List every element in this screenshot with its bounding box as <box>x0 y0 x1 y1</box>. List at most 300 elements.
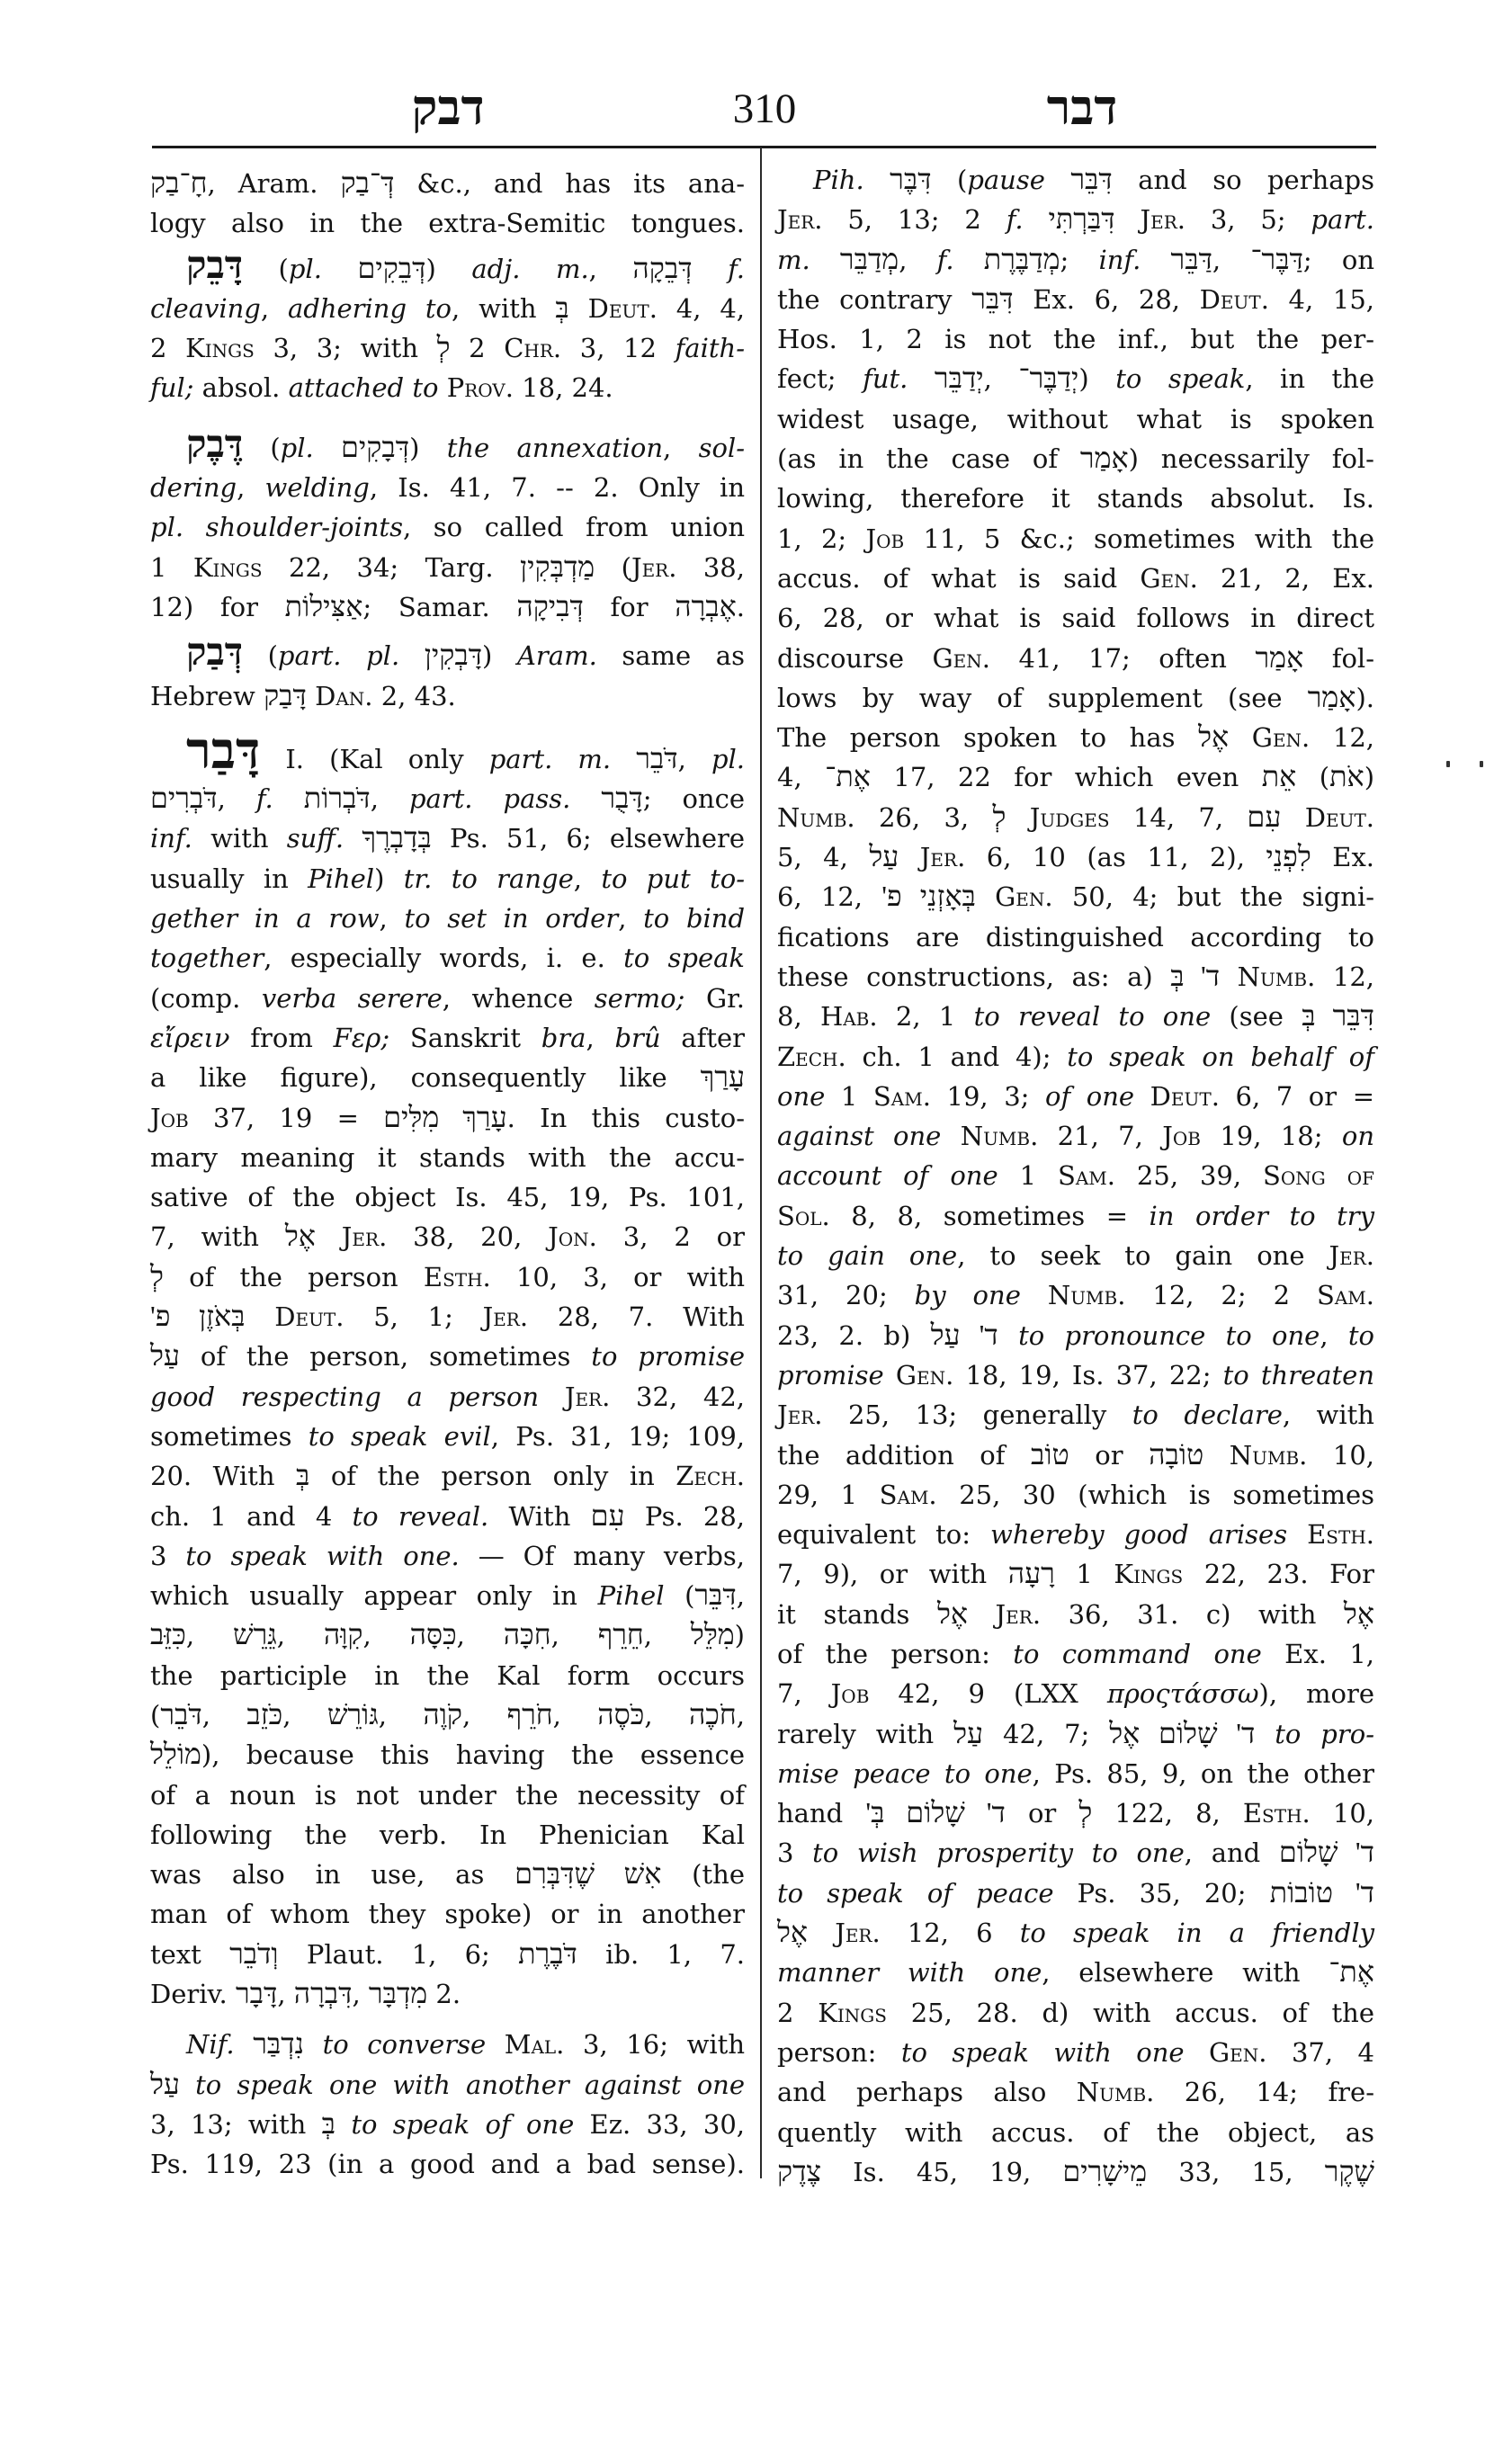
italic-text: part. <box>1311 204 1375 236</box>
italic-text: part. m. <box>488 743 612 774</box>
hebrew-text: מִלֵּל <box>690 1619 735 1651</box>
hebrew-text: דִּבֵּר <box>971 282 1014 315</box>
text-line: דְּבַק (part. pl. דָּבְקִין) Aram. same as <box>186 632 745 675</box>
italic-text: to speak in a friendly <box>1019 1918 1374 1949</box>
hebrew-text: מוֹלֵל <box>150 1739 201 1771</box>
italic-text: to pronounce to one <box>1018 1319 1320 1351</box>
hebrew-text: חִכָּה <box>503 1619 551 1651</box>
italic-text: to <box>1347 1319 1375 1351</box>
hebrew-text: עַל <box>150 2068 180 2100</box>
book-abbreviation: Chr. <box>504 333 562 364</box>
text-line: (as in the case of אָמַר) necessarily fol- <box>777 443 1374 475</box>
text-line: דָּבַר I. (Kal only part. m. דֹּבֵר, pl. <box>186 723 746 780</box>
text-line: these constructions, as: a) ד' בְּ Numb. 12, <box>777 960 1374 992</box>
book-abbreviation: Jon. <box>548 1221 597 1253</box>
book-abbreviation: Numb. <box>960 1121 1039 1152</box>
text-line: person: to speak with one Gen. 37, 4 <box>777 2036 1374 2068</box>
italic-text: f. <box>936 244 954 275</box>
text-line: gether in a row, to set in order, to bind <box>150 903 746 934</box>
text-line: 7, with אֶל Jer. 38, 20, Jon. 3, 2 or <box>150 1221 745 1253</box>
book-abbreviation: Kings <box>818 1997 887 2028</box>
text-line: 4, אֶת־ 17, 22 for which even אֵת (אֹת) <box>777 761 1375 793</box>
text-line: and perhaps also Numb. 26, 14; fre- <box>777 2077 1374 2108</box>
book-abbreviation: Numb. <box>1229 1439 1308 1471</box>
book-abbreviation: Jer. <box>564 1381 611 1412</box>
hebrew-text: אֹת <box>1329 761 1364 793</box>
text-line: 1, 2; Job 11, 5 &c.; sometimes with the <box>777 523 1374 554</box>
italic-text: m. <box>777 244 810 275</box>
guide-word-right: דבר <box>1046 81 1118 135</box>
italic-text: Pihel <box>308 863 375 894</box>
italic-text: to put to- <box>601 863 745 894</box>
entry-paragraph <box>150 2025 745 2184</box>
italic-text: pl. <box>288 253 322 284</box>
hebrew-text: לְ <box>436 332 451 364</box>
text-line: Hebrew דָּבַק Dan. 2, 43. <box>150 679 456 711</box>
italic-text: account of one <box>777 1160 998 1192</box>
text-line: of the person: to command one Ex. 1, <box>777 1638 1374 1669</box>
book-abbreviation: Song of <box>1263 1160 1375 1192</box>
book-abbreviation: Jer. <box>919 842 966 873</box>
hebrew-text: דִּבֵּר <box>1070 164 1113 195</box>
italic-text: of one <box>1045 1080 1135 1112</box>
book-abbreviation: Jer. <box>995 1598 1042 1630</box>
hebrew-text: דַּבֶּר־ <box>1250 243 1303 275</box>
italic-text: to speak of one <box>351 2108 575 2140</box>
page-number: 310 <box>732 85 797 132</box>
book-abbreviation: Gen. <box>1251 722 1311 754</box>
hebrew-text: דְּבֵקָה <box>632 252 693 284</box>
text-line: (דֹּבֵר, כֹּזֵב, גּוֹרֵשׁ, קֹוֶה, חֹרֵף, כֹּסֶה, חֹכֶה, <box>150 1698 745 1730</box>
italic-text: to range <box>451 863 574 894</box>
hebrew-text: עִם <box>590 1499 625 1532</box>
hebrew-text: ד' שָׁלוֹם אֶל <box>1109 1717 1256 1749</box>
guide-word-left: דבק <box>411 81 485 135</box>
hebrew-text: דַּבֵּר <box>1170 243 1212 275</box>
text-line: דָּבֵק (pl. דְּבֵקִים) adj. m., דְּבֵקָה f. <box>186 245 745 287</box>
text-line: sative of the object Is. 45, 19, Ps. 101, <box>150 1182 745 1213</box>
book-abbreviation: Hab. <box>819 1001 878 1033</box>
italic-text: to converse <box>322 2029 487 2061</box>
text-line: מוֹלֵל), because this having the essence <box>150 1739 745 1771</box>
italic-text: εἴρειν <box>150 1022 230 1053</box>
book-abbreviation: Kings <box>192 551 263 583</box>
italic-text: Pihel <box>597 1580 665 1612</box>
text-line: text וְדֹבֵר Plaut. 1, 6; דֹּבֶרֶת ib. 1, 7. <box>150 1937 745 1970</box>
book-abbreviation: Job <box>150 1102 189 1133</box>
text-line: together, especially words, i. e. to speak <box>150 943 745 974</box>
text-line: Ps. 119, 23 (in a good and a bad sense). <box>150 2149 745 2180</box>
italic-text: by one <box>914 1280 1021 1311</box>
book-abbreviation: Prov. <box>446 372 514 404</box>
text-line: the contrary דִּבֵּר Ex. 6, 28, Deut. 4, 15, <box>777 282 1374 315</box>
italic-text: pl. <box>150 512 184 543</box>
book-abbreviation: Esth. <box>1242 1798 1311 1829</box>
hebrew-text: מְדַבֶּרֶת <box>983 243 1060 275</box>
hebrew-text: דִּבֵּר <box>694 1579 737 1612</box>
book-abbreviation: Kings <box>1114 1559 1184 1590</box>
book-abbreviation: Sol. <box>777 1200 830 1231</box>
text-line: to speak of peace Ps. 35, 20; ד' טוֹבוֹת <box>777 1876 1374 1909</box>
hebrew-text: דִּבַּרְתִּי <box>1048 203 1115 236</box>
italic-text: pause <box>967 165 1045 195</box>
text-line: man of whom they spoke) or in another <box>150 1899 745 1930</box>
italic-text: against one <box>777 1121 942 1152</box>
text-line: דֶּבֶק (pl. דְּבָקִים) the annexation, sol- <box>186 424 746 466</box>
italic-text: verba serere <box>261 982 443 1014</box>
text-line: Numb. 26, 3, לְ Judges 14, 7, עִם Deut. <box>777 800 1374 833</box>
hebrew-text: ד' שָׁלוֹם בְּ' <box>865 1797 1006 1829</box>
book-abbreviation: Jer. <box>1329 1240 1374 1272</box>
text-line: 2 Kings 25, 28. d) with accus. of the <box>777 1997 1374 2028</box>
italic-text: to promise <box>591 1341 745 1373</box>
hebrew-text: עָרַךְ מִלִּים <box>383 1101 507 1133</box>
text-line: promise Gen. 18, 19, Is. 37, 22; to threaten <box>777 1359 1374 1390</box>
italic-text: f. <box>1006 204 1024 236</box>
hebrew-text: דִּבֵּר בְּ <box>1302 1000 1374 1033</box>
italic-text: pl. <box>280 432 314 463</box>
text-line: fications are distinguished according to <box>777 921 1374 952</box>
entry-paragraph <box>150 164 745 244</box>
hebrew-text: מְדַבֵּר <box>839 243 899 275</box>
hebrew-text: קֹוֶה <box>423 1698 462 1730</box>
italic-text: dering <box>150 472 237 504</box>
hebrew-text: אֶל <box>1198 721 1230 754</box>
text-line: widest usage, without what is spoken <box>777 403 1374 434</box>
text-line: cleaving, adhering to, with בְּ Deut. 4, 4, <box>150 291 746 324</box>
book-abbreviation: Sam. <box>879 1479 937 1510</box>
hebrew-text: עָרַךְ <box>700 1061 745 1094</box>
hebrew-text: מֵישָׁרִים <box>1062 2155 1148 2187</box>
text-line: was also in use, as אִשׁ שֶׁדִּבְּרִם (the <box>150 1858 745 1891</box>
text-line: בְּאֹזֶן פ' Deut. 5, 1; Jer. 28, 7. With <box>150 1301 745 1333</box>
hebrew-text: דֹּבֵר <box>636 742 678 774</box>
text-line: against one Numb. 21, 7, Job 19, 18; on <box>777 1121 1374 1152</box>
text-line: Nif. נִדְבַּר to converse Mal. 3, 16; with <box>186 2028 746 2061</box>
italic-text: brû <box>614 1022 661 1053</box>
book-abbreviation: Gen. <box>895 1359 954 1390</box>
text-line: εἴρειν from Fερ; Sanskrit bra, brû after <box>150 1022 746 1053</box>
text-line: ch. 1 and 4 to reveal. With עִם Ps. 28, <box>150 1499 746 1532</box>
italic-text: attached to <box>288 372 439 404</box>
text-line: Jer. 5, 13; 2 f. דִּבַּרְתִּי Jer. 3, 5; part. <box>777 203 1375 236</box>
italic-text: προςτάσσω <box>1106 1678 1259 1710</box>
italic-text: the annexation <box>446 432 664 463</box>
italic-text: to set in order <box>404 903 619 934</box>
text-line: account of one 1 Sam. 25, 39, Song of <box>777 1160 1375 1192</box>
text-line: dering, welding, Is. 41, 7. -- 2. Only in <box>150 472 746 504</box>
italic-text: to gain one <box>777 1240 958 1272</box>
hebrew-text: אֶל <box>284 1221 316 1253</box>
main-headword: דָּבַר <box>186 723 261 780</box>
italic-text: to reveal. <box>352 1500 489 1532</box>
hebrew-text: עַל <box>953 1717 984 1749</box>
left-column <box>150 164 745 2185</box>
book-abbreviation: Deut. <box>1304 801 1374 833</box>
text-line: the addition of טוֹב or טוֹבָה Numb. 10, <box>777 1438 1375 1471</box>
text-line: 29, 1 Sam. 25, 30 (which is sometimes <box>777 1479 1374 1510</box>
text-line: 31, 20; by one Numb. 12, 2; 2 Sam. <box>777 1280 1375 1311</box>
book-abbreviation: Deut. <box>1150 1080 1220 1112</box>
text-line <box>150 2065 745 2105</box>
book-abbreviation: Kings <box>185 333 255 364</box>
book-abbreviation: Deut. <box>1199 283 1269 315</box>
text-line: ful; absol. attached to Prov. 18, 24. <box>150 372 613 404</box>
hebrew-text: דָּבָר <box>235 1978 278 2010</box>
hebrew-text: ד' שָׁלוֹם <box>1278 1837 1375 1869</box>
italic-text: whereby good arises <box>990 1519 1288 1551</box>
hebrew-text: חֵרֵף <box>597 1619 644 1651</box>
hebrew-text: דֹּבְרִים <box>150 782 218 815</box>
italic-text: to bind <box>643 903 746 934</box>
text-line: following the verb. In Phenician Kal <box>150 1819 745 1850</box>
hebrew-text: צֶדֶק <box>777 2155 822 2187</box>
hebrew-text: שֶׁקֶר <box>1324 2155 1374 2187</box>
italic-text: good respecting a person <box>150 1381 540 1412</box>
hebrew-text: בְּ <box>321 2107 336 2140</box>
right-column <box>777 160 1374 2192</box>
text-line: the participle in the Kal form occurs <box>150 1659 745 1691</box>
text-line: 3, 13; with בְּ to speak of one Ez. 33, 30, <box>150 2107 746 2140</box>
text-line: (comp. verba serere, whence sermo; Gr. <box>150 982 746 1014</box>
italic-text: welding <box>264 472 370 504</box>
text-line: usually in Pihel) tr. to range, to put to- <box>150 863 745 894</box>
italic-text: manner with one <box>777 1957 1042 1989</box>
hebrew-text: אֶל <box>1343 1597 1374 1630</box>
text-line: accus. of what is said Gen. 21, 2, Ex. <box>777 562 1374 594</box>
italic-text: promise <box>777 1359 884 1390</box>
hebrew-text: לְ <box>1078 1797 1093 1829</box>
italic-text: cleaving <box>150 292 261 324</box>
hebrew-text: לְ <box>992 800 1007 833</box>
italic-text: to wish prosperity to one <box>812 1838 1185 1869</box>
text-line: logy also in the extra-Semitic tongues. <box>150 208 745 239</box>
hebrew-text: דָּבֻר <box>601 782 643 815</box>
italic-text: fut. <box>863 363 908 395</box>
hebrew-text: דָּבְקִין <box>424 639 483 672</box>
italic-text: to speak of peace <box>777 1877 1054 1909</box>
text-line: 6, 28, or what is said follows in direct <box>777 603 1374 634</box>
scan-speck <box>1480 761 1483 767</box>
book-abbreviation: Jer. <box>341 1221 388 1253</box>
hebrew-text: יְדַבֶּר־ <box>1018 362 1079 395</box>
text-line: which usually appear only in Pihel (דִּבֵּר, <box>150 1579 745 1612</box>
book-abbreviation: Jer. <box>631 551 677 583</box>
text-line: sometimes to speak evil, Ps. 31, 19; 109, <box>150 1420 745 1452</box>
book-abbreviation: Esth. <box>1307 1519 1374 1551</box>
text-line: hand ד' שָׁלוֹם בְּ' or לְ 122, 8, Esth. 10, <box>777 1797 1374 1829</box>
hebrew-text: אִשׁ שֶׁדִּבְּרִם <box>514 1858 662 1891</box>
italic-text: tr. <box>403 863 433 894</box>
book-abbreviation: Gen. <box>932 642 990 674</box>
italic-text: to pro- <box>1275 1718 1374 1749</box>
italic-text: to threaten <box>1222 1359 1374 1390</box>
text-line: rarely with עַל 42, 7; ד' שָׁלוֹם אֶל to pro- <box>777 1717 1374 1749</box>
italic-text: f. <box>255 783 273 815</box>
text-line: Deriv. דָּבָר, דִּבְרָה, מִדְבָּר 2. <box>150 1978 461 2010</box>
text-line: discourse Gen. 41, 17; often אָמַר fol- <box>777 641 1374 674</box>
hebrew-text: אַצִּילוֹת <box>284 590 363 622</box>
italic-text: Pih. <box>813 165 864 195</box>
hebrew-text: אָמַר <box>1255 641 1304 674</box>
text-line: of a noun is not under the necessity of <box>150 1779 745 1811</box>
hebrew-text: דָּבַק <box>264 679 307 711</box>
hebrew-text: רָעָה <box>1007 1558 1055 1590</box>
text-line: 1 Kings 22, 34; Targ. מַדְבְּקִין (Jer. 38, <box>150 550 745 583</box>
hebrew-text: גֵּרֵשׁ <box>232 1619 277 1651</box>
hebrew-text: דִּבְרָה <box>293 1978 353 2010</box>
book-abbreviation: Numb. <box>777 801 855 833</box>
hebrew-text: ד' עַל <box>930 1319 998 1351</box>
book-abbreviation: Job <box>830 1678 870 1710</box>
italic-text: mise peace to one <box>777 1757 1033 1789</box>
hebrew-text: אֶל <box>777 1917 809 1949</box>
text-line: 5, 4, עַל Jer. 6, 10 (as 11, 2), לִפְנֵי Ex. <box>777 841 1375 873</box>
italic-text: shoulder-joints <box>205 512 403 543</box>
book-abbreviation: Jer. <box>1140 204 1185 236</box>
italic-text: inf. <box>150 823 192 854</box>
italic-text: ful; <box>150 372 194 404</box>
hebrew-text: כֹּסֶה <box>597 1698 645 1730</box>
book-abbreviation: Jer. <box>482 1301 529 1333</box>
book-abbreviation: Deut. <box>587 292 658 324</box>
italic-text: sol- <box>698 432 746 463</box>
hebrew-text: כִּסָּה <box>409 1619 457 1651</box>
text-line: Jer. 25, 13; generally to declare, with <box>777 1399 1374 1431</box>
hebrew-text: אָמַר <box>1079 443 1129 475</box>
text-line: 3 to wish prosperity to one, and ד' שָׁלוֹם <box>777 1837 1375 1869</box>
text-line: fect; fut. יְדַבֵּר, יְדַבֶּר־) to speak, in the <box>777 362 1375 395</box>
hebrew-text: אֵת <box>1261 761 1297 793</box>
hebrew-text: דְּבָקִים <box>341 431 410 463</box>
book-abbreviation: Zech. <box>675 1461 745 1492</box>
book-abbreviation: Gen. <box>1209 2036 1267 2068</box>
hebrew-text: אֶבְרָה <box>675 590 737 622</box>
book-abbreviation: Numb. <box>1237 961 1316 992</box>
italic-text: pl. <box>711 743 746 774</box>
text-line: Pih. דִּבֶּר (pause דִּבֵּר and so perhaps <box>813 164 1374 195</box>
header-rule <box>152 146 1376 148</box>
hebrew-text: מִדְבָּר <box>368 1978 428 2010</box>
text-line: pl. shoulder-joints, so called from union <box>150 512 746 543</box>
italic-text: on <box>1341 1121 1374 1152</box>
text-line: equivalent to: whereby good arises Esth. <box>777 1519 1374 1551</box>
book-abbreviation: Numb. <box>1047 1280 1126 1311</box>
italic-text: to declare <box>1132 1399 1283 1431</box>
italic-text: Fερ; <box>333 1022 390 1053</box>
text-line: mise peace to one, Ps. 85, 9, on the other <box>777 1757 1374 1789</box>
hebrew-text: בְּדָבְרֶךָ <box>362 822 432 854</box>
hebrew-text: דֹּבֶרֶת <box>518 1937 577 1970</box>
entry-paragraph <box>150 723 746 2015</box>
hebrew-text: לִפְנֵי <box>1266 841 1311 873</box>
text-line: חָ־בַק, Aram. דְּ־בַק &c., and has its ana- <box>150 167 745 199</box>
hebrew-text: בְּאֹזֶן פ' <box>150 1301 246 1333</box>
text-line: 7, 9), or with רָעָה 1 Kings 22, 23. For <box>777 1558 1375 1590</box>
hebrew-text: קִוָּה <box>323 1619 363 1651</box>
text-line: one 1 Sam. 19, 3; of one Deut. 6, 7 or = <box>777 1080 1374 1112</box>
text-line: inf. with suff. בְּדָבְרֶךָ Ps. 51, 6; elsewhere <box>150 822 746 854</box>
italic-text: bra <box>541 1022 586 1053</box>
italic-text: to speak with one <box>900 2036 1185 2068</box>
hebrew-text: כִּזֵּב <box>150 1619 186 1651</box>
italic-text: to reveal to one <box>973 1001 1212 1033</box>
book-abbreviation: Sam. <box>1057 1160 1115 1192</box>
hebrew-text: לְ <box>150 1260 164 1292</box>
italic-text: to speak one with another against one <box>195 2069 746 2100</box>
hebrew-text: יְדַבֵּר <box>934 362 984 395</box>
hebrew-text: נִדְבַּר <box>253 2028 304 2061</box>
text-line: lowing, therefore it stands absolut. Is. <box>777 483 1374 514</box>
text-line: Hos. 1, 2 is not the inf., but the per- <box>777 324 1374 355</box>
hebrew-text: טוֹבָה <box>1149 1438 1204 1471</box>
text-line: good respecting a person Jer. 32, 42, <box>150 1381 745 1412</box>
text-line: 6, 12, בְּאָזְנֵי פ' Gen. 50, 4; but the signi- <box>777 881 1375 913</box>
italic-text: suff. <box>286 823 344 854</box>
text-line: עַל of the person, sometimes to promise <box>150 1340 745 1373</box>
italic-text: in order to try <box>1149 1200 1374 1231</box>
text-line: mary meaning it stands with the accu- <box>150 1141 745 1173</box>
book-abbreviation: Sam. <box>872 1080 931 1112</box>
italic-text: inf. <box>1098 244 1141 275</box>
entry-paragraph <box>777 160 1374 2192</box>
text-line: 7, Job 42, 9 (LXX προςτάσσω), more <box>777 1678 1375 1710</box>
scan-speck <box>1446 761 1450 767</box>
text-line: Zech. ch. 1 and 4); to speak on behalf of <box>777 1041 1374 1072</box>
text-line: a like figure), consequently like עָרַךְ <box>150 1061 745 1094</box>
italic-text: f. <box>728 253 745 284</box>
book-abbreviation: Numb. <box>1076 2077 1155 2108</box>
book-abbreviation: Jer. <box>835 1918 881 1949</box>
hebrew-text: דֹּבְרוֹת <box>303 782 371 815</box>
italic-text: faith- <box>675 333 745 364</box>
hebrew-text: דְּבִיקָה <box>516 590 584 622</box>
hebrew-text: בְּ <box>555 291 569 324</box>
italic-text: Aram. <box>516 640 597 672</box>
text-line: 2 Kings 3, 3; with לְ 2 Chr. 3, 12 faith- <box>150 332 745 364</box>
text-line: to gain one, to seek to gain one Jer. <box>777 1240 1374 1272</box>
book-abbreviation: Gen. <box>995 881 1053 913</box>
hebrew-text: חֹכֶה <box>688 1698 737 1730</box>
hebrew-text: מַדְבְּקִין <box>520 550 595 583</box>
text-line: quently with accus. of the object, as <box>777 2116 1374 2148</box>
entry-paragraph <box>150 632 745 716</box>
headword: דֶּבֶק <box>186 424 243 466</box>
hebrew-text: ד' בְּ <box>1170 960 1221 992</box>
hebrew-text: דִּבֶּר <box>890 164 932 195</box>
hebrew-text: חָ־בַק <box>150 167 208 199</box>
hebrew-text: בְּ <box>295 1460 310 1492</box>
text-line: צֶדֶק Is. 45, 19, מֵישָׁרִים 33, 15, שֶׁקֶר <box>777 2155 1374 2187</box>
headword: דְּבַק <box>186 632 243 675</box>
italic-text: to speak evil <box>308 1420 491 1452</box>
book-abbreviation: Mal. <box>504 2029 565 2061</box>
headword: דָּבֵק <box>186 245 243 287</box>
book-abbreviation: Jer. <box>777 1399 823 1431</box>
hebrew-text: אֶל <box>936 1597 968 1630</box>
text-line: The person spoken to has אֶל Gen. 12, <box>777 721 1374 754</box>
text-line: 8, Hab. 2, 1 to reveal to one (see דִּבֵּר בְּ <box>777 1000 1374 1033</box>
hebrew-text: ד' טוֹבוֹת <box>1269 1876 1374 1909</box>
hebrew-text: דְּבֵקִים <box>357 252 426 284</box>
italic-text: adj. m. <box>471 253 589 284</box>
text-line: it stands אֶל Jer. 36, 31. c) with אֶל <box>777 1597 1374 1630</box>
text-line: 23, 2. b) ד' עַל to pronounce to one, to <box>777 1319 1375 1351</box>
hebrew-text: עַל <box>869 841 899 873</box>
italic-text: to speak with one. <box>185 1540 460 1571</box>
book-abbreviation: Sam. <box>1317 1280 1375 1311</box>
book-abbreviation: Job <box>865 523 905 554</box>
